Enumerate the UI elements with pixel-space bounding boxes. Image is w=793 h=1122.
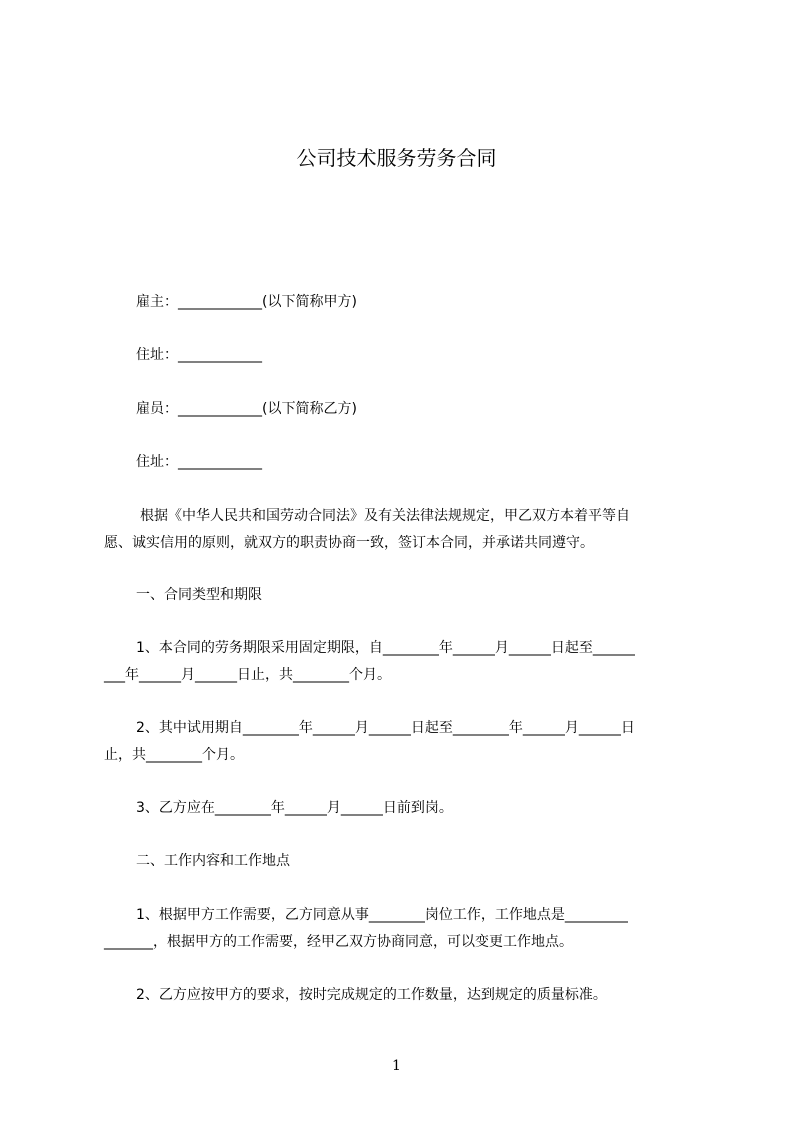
- employee-line: 雇员：____________(以下简称乙方): [136, 401, 357, 417]
- section2-heading: 二、工作内容和工作地点: [136, 853, 290, 869]
- section1-item2-line2: 止，共________个月。: [104, 747, 244, 763]
- section1-item1-line2: ___年______月______日止，共________个月。: [104, 667, 391, 683]
- preamble-line-2: 愿、诚实信用的原则，就双方的职责协商一致，签订本合同，并承诺共同遵守。: [104, 535, 594, 551]
- employer-line: 雇主：____________(以下简称甲方): [136, 294, 357, 310]
- section2-item1-line1: 1、根据甲方工作需要，乙方同意从事________岗位工作，工作地点是_________: [136, 907, 628, 923]
- employer-address-line: 住址：____________: [136, 347, 262, 363]
- section1-item3: 3、乙方应在________年______月______日前到岗。: [136, 800, 453, 816]
- section1-item2-line1: 2、其中试用期自________年______月______日起至________年______月______日: [136, 720, 635, 736]
- section2-item2: 2、乙方应按甲方的要求，按时完成规定的工作数量，达到规定的质量标准。: [136, 987, 607, 1003]
- section2-item1-line2: _______，根据甲方的工作需要，经甲乙双方协商同意，可以变更工作地点。: [104, 934, 573, 950]
- document-title: 公司技术服务劳务合同: [296, 146, 497, 170]
- employee-address-line: 住址：____________: [136, 454, 262, 470]
- section1-heading: 一、合同类型和期限: [136, 587, 262, 603]
- section1-item1-line1: 1、本合同的劳务期限采用固定期限，自________年______月______日起至______: [136, 640, 635, 656]
- page-number: 1: [392, 1058, 401, 1074]
- preamble-line-1: 根据《中华人民共和国劳动合同法》及有关法律法规规定，甲乙双方本着平等自: [140, 508, 630, 524]
